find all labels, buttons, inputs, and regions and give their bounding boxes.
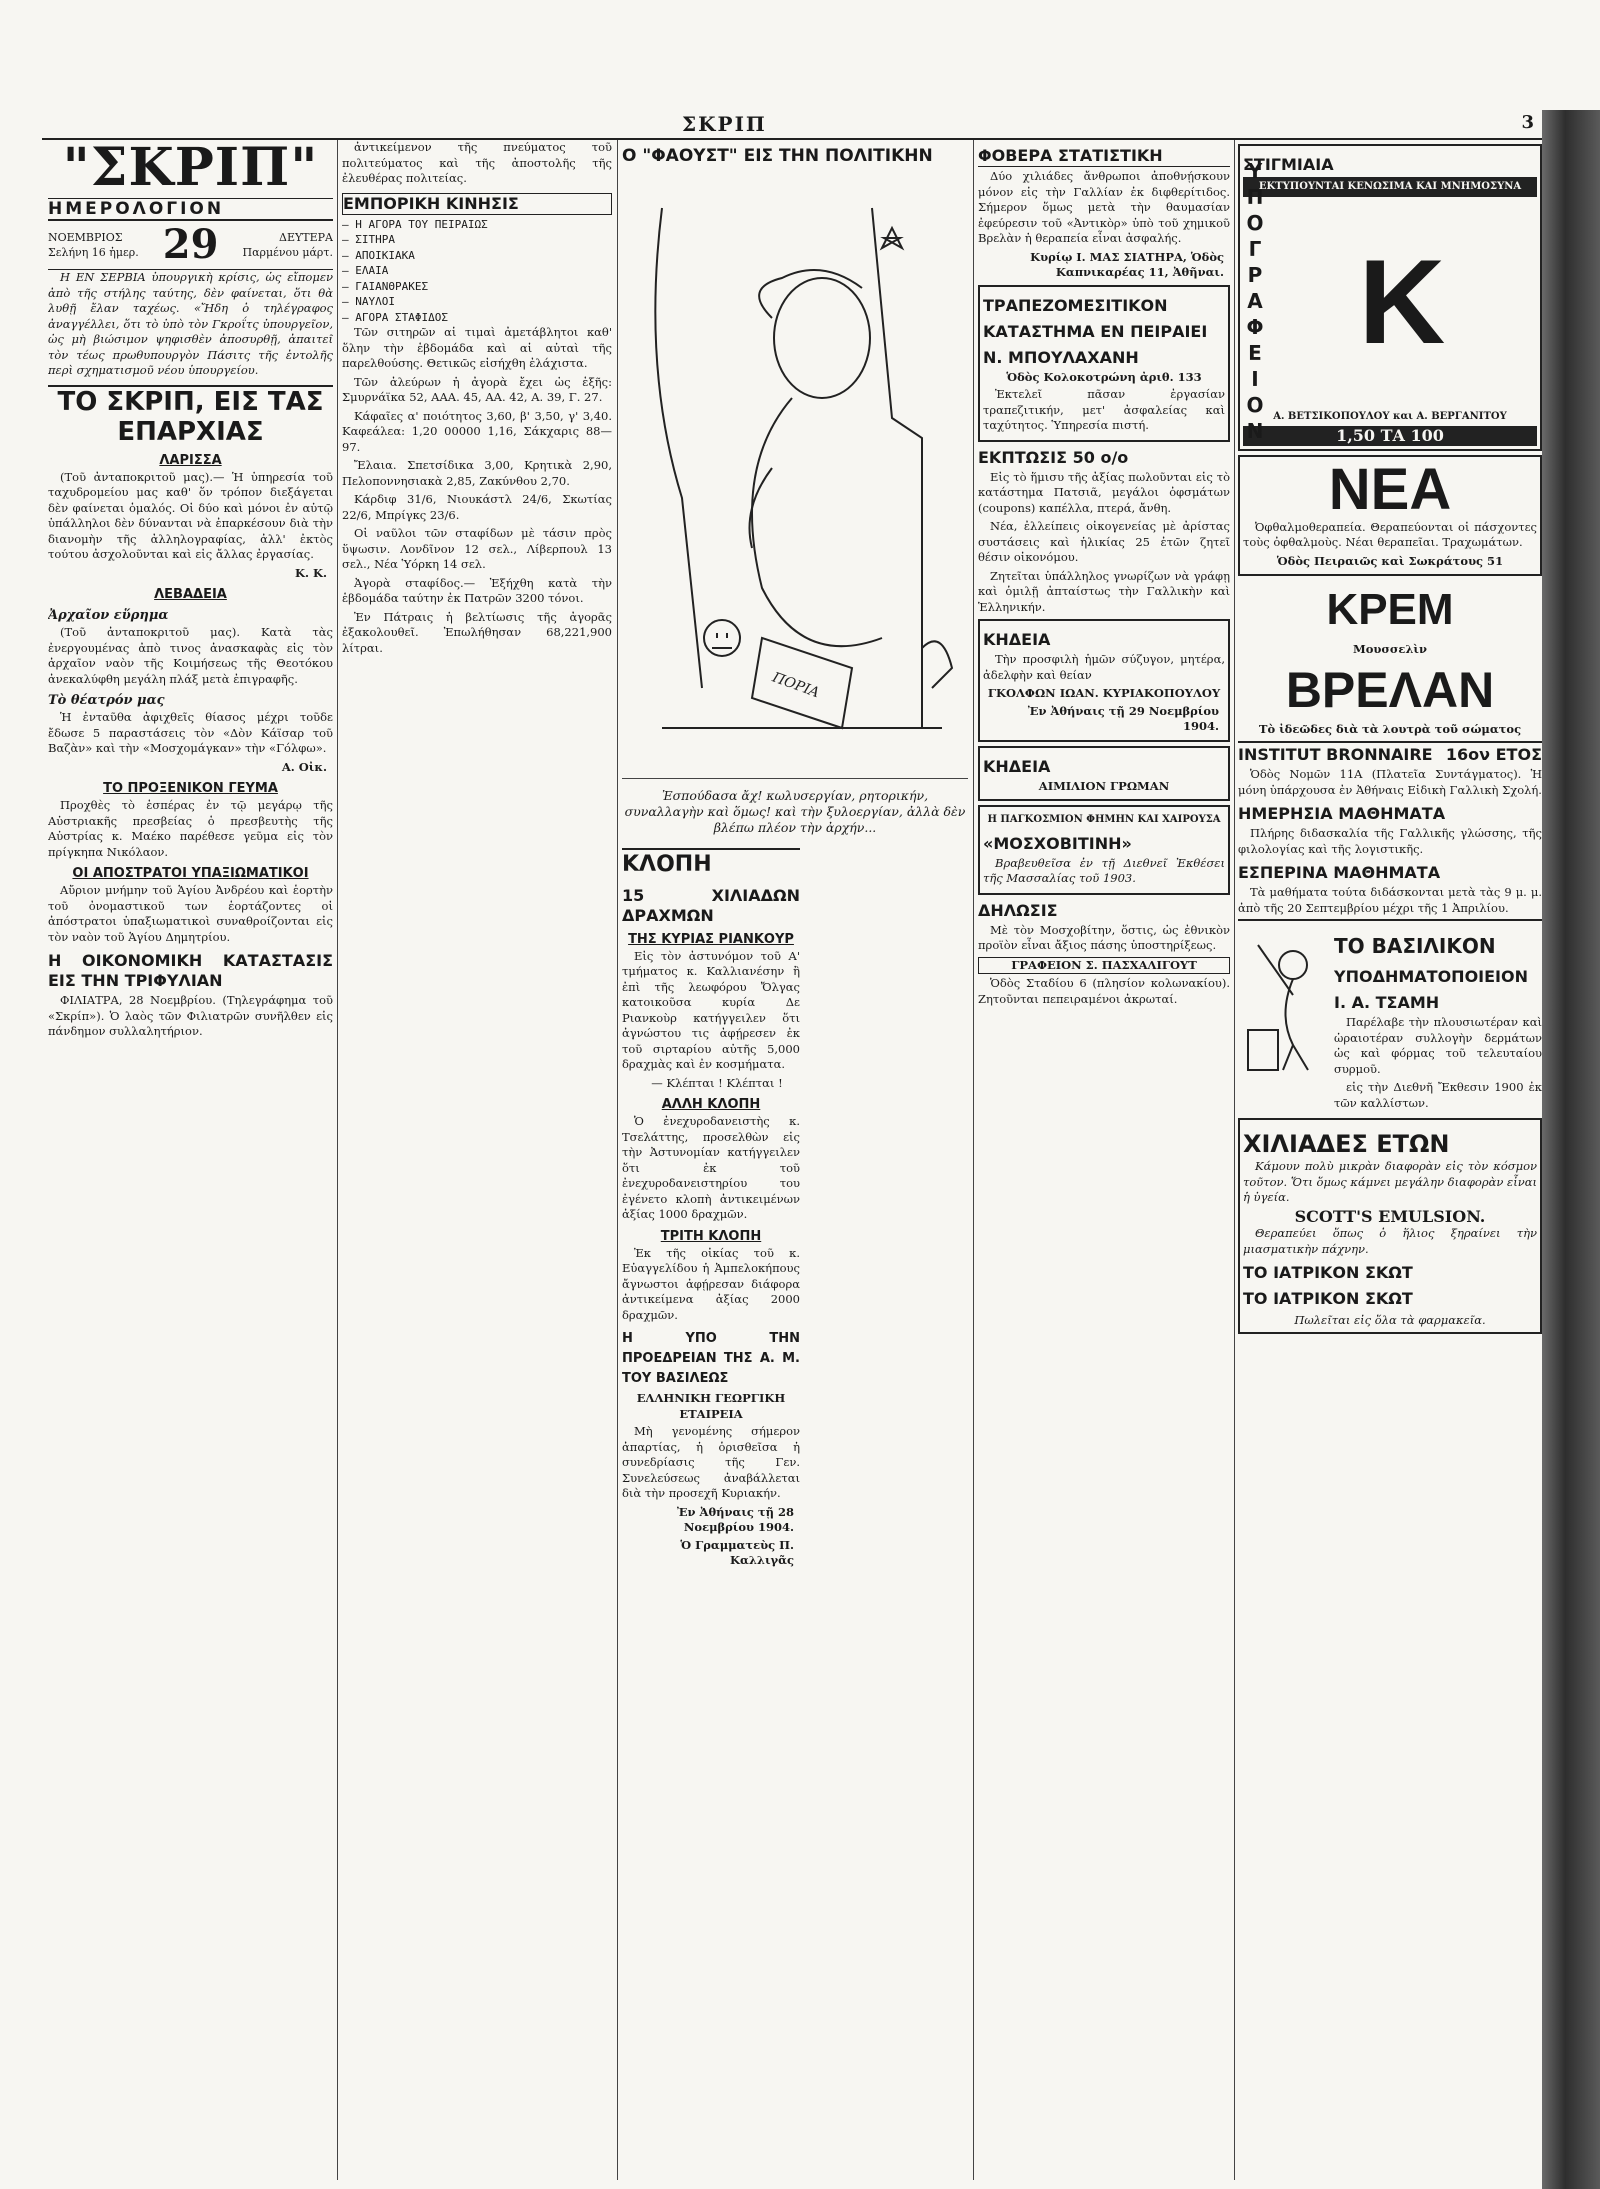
scott-product: ΤΟ ΙΑΤΡΙΚΟΝ ΣΚΩΤ: [1243, 1263, 1413, 1282]
wine-heading: Η ΠΑΓΚΟΣΜΙΟΝ ΦΗΜΗΝ ΚΑΙ ΧΑΙΡΟΥΣΑ: [987, 814, 1221, 825]
scott-name: SCOTT'S EMULSION.: [1294, 1206, 1486, 1226]
cartoon-caption: Ἐσπούδασα ἄχ! κωλυσεργίαν, ρητορικήν, συναλλαγὴν καὶ ὅμως! καὶ τὴν ξυλοεργίαν, ἀλλὰ δὲν βλέπω πλέον τὴν ἀρχήν...: [624, 787, 966, 835]
column-3: [622, 140, 968, 2180]
column-2: [342, 140, 612, 2180]
bank-address: Ὁδὸς Κολοκοτρώνη ἀριθ. 133: [1006, 369, 1202, 384]
stats-heading: ΦΟΒΕΡΑ ΣΤΑΤΙΣΤΙΚΗ: [978, 146, 1230, 167]
stigmiaia-vertical: ΥΠΟΓΡΑΦΕΙΟΝ: [1243, 158, 1267, 445]
continued-article: ἀντικείμενον τῆς πνεύματος τοῦ πολιτεύματος καὶ τῆς ἀποστολῆς τῆς ἐλευθέρας πολιτείας.: [342, 140, 612, 185]
levadia-heading: ΛΕΒΑΔΕΙΑ: [154, 587, 227, 602]
funeral-heading: ΚΗΔΕΙΑ: [983, 630, 1051, 649]
column-3-lower: [622, 842, 968, 1571]
wine-name: «ΜΟΣΧΟΒΙΤΙΝΗ»: [983, 833, 1132, 853]
dinner-heading: ΤΟ ΠΡΟΞΕΝΙΚΟΝ ΓΕΥΜΑ: [103, 781, 278, 796]
brelan-sub: Τὸ ἰδεῶδες διὰ τὰ λουτρὰ τοῦ σώματος: [1258, 721, 1522, 736]
scott-footer: Πωλεῖται εἰς ὅλα τὰ φαρμακεῖα.: [1294, 1313, 1486, 1327]
cartoon-title: Ο "ΦΑΟΥΣΤ" ΕΙΣ ΤΗΝ ΠΟΛΙΤΙΚΗΝ: [622, 146, 933, 166]
market-index: [342, 217, 612, 326]
bank-subheading: ΚΑΤΑΣΤΗΜΑ ΕΝ ΠΕΙΡΑΙΕΙ: [983, 321, 1208, 341]
discount-text: Εἰς τὸ ἥμισυ τῆς ἀξίας πωλοῦνται εἰς τὸ κατάστημα Πατσιᾶ, μεγάλοι ὀφσμάτων (coupons) καπέλλα, πτερά, ἄνθη.: [978, 469, 1230, 515]
theft-victim: ΤΗΣ ΚΥΡΙΑΣ ΡΙΑΝΚΟΥΡ: [628, 931, 794, 947]
moon: Σελήνη 16 ἡμερ.: [48, 246, 139, 259]
day-classes-heading: ΗΜΕΡΗΣΙΑ ΜΑΘΗΜΑΤΑ: [1238, 804, 1446, 823]
day-classes-text: Πλήρης διδασκαλία τῆς Γαλλικῆς γλώσσης, τῆς φιλολογίας καὶ τῆς λογιστικῆς.: [1238, 826, 1542, 856]
third-theft-heading: ΤΡΙΤΗ ΚΛΟΠΗ: [660, 1228, 762, 1244]
skull: [704, 620, 740, 656]
page-number: 3: [1521, 112, 1534, 133]
economy-article: ΦΙΛΙΑΤΡΑ, 28 Νοεμβρίου. (Τηλεγράφημα τοῦ «Σκρίπ»). Ὁ λαὸς τῶν Φιλιατρῶν συνῆλθεν εἰς πάνδημον συλλαλητήριον.: [48, 993, 333, 1038]
column-rule: [1234, 140, 1235, 2180]
shoe-text: Παρέλαβε τὴν πλουσιωτέραν καὶ ὡραιοτέραν συλλογὴν δερμάτων ὡς καὶ φόρμας τοῦ τελευταίου συρμοῦ.: [1334, 1015, 1542, 1076]
larissa-heading: ΛΑΡΙΣΣΑ: [159, 452, 222, 468]
skull-face: [712, 633, 732, 648]
theft-heading: ΚΛΟΠΗ: [622, 848, 800, 880]
list-item: — ΑΓΟΡΑ ΣΤΑΦΙΔΟΣ: [342, 310, 448, 324]
provinces-heading: ΤΟ ΣΚΡΙΠ, ΕΙΣ ΤΑΣ ΕΠΑΡΧΙΑΣ: [48, 385, 333, 447]
column-4: [978, 140, 1230, 2180]
shoe-award: εἰς τὴν Διεθνῆ Ἔκθεσιν 1900 ἐκ τῶν καλλίστων.: [1334, 1080, 1542, 1110]
bottle: [922, 641, 952, 688]
masthead: ΣΚΡΙΠ: [682, 112, 767, 136]
funeral-heading: ΚΗΔΕΙΑ: [983, 756, 1051, 776]
governess-ad: Νέα, ἐλλείπεις οἰκογενείας μὲ ἀρίστας συστάσεις καὶ ἡλικίας 25 ἐτῶν ζητεῖ θέσιν οἰκονόμου.: [978, 519, 1230, 564]
krem-word: ΚΡΕΜ: [1326, 585, 1454, 634]
office-heading: ΓΡΑΦΕΙΟΝ Σ. ΠΑΣΧΑΛΙΓΟΥΤ: [978, 957, 1230, 975]
month: ΝΟΕΜΒΡΙΟΣ: [48, 230, 123, 244]
freight-report: Οἱ ναῦλοι τῶν σταφίδων μὲ τάσιν πρὸς ὕψωσιν. Λονδῖνον 12 σελ., Λίβερπουλ 13 σελ., Νέα Ὑόρκη 14 σελ.: [342, 526, 612, 571]
shoe-subheading: ΥΠΟΔΗΜΑΤΟΠΟΙΕΙΟΝ: [1334, 967, 1528, 986]
institut-year: 16ον ΕΤΟΣ: [1445, 745, 1542, 764]
curtain-line: [655, 208, 702, 688]
scott-heading: ΧΙΛΙΑΔΕΣ ΕΤΩΝ: [1243, 1130, 1450, 1158]
column-5: [1238, 140, 1542, 2180]
society-notice: Μὴ γενομένης σήμερον ἀπαρτίας, ἡ ὁρισθεῖσα ἡ συνεδρίασις τῆς Γεν. Συνελεύσεως ἀναβάλλεται διὰ τὴν προσεχῆ Κυριακήν.: [622, 1424, 800, 1500]
stats-article: Δύο χιλιάδες ἄνθρωποι ἀποθνῄσκουν μόνον εἰς τὴν Γαλλίαν ἐκ διφθερίτιδος. Σήμερον ὅμως μετὰ τὴν θαυμασίαν ἐφεύρεσιν τοῦ «Ἀντικὸρ» ὑπὸ τοῦ χημικοῦ Βρελὰν ἡ θεραπεία εἶναι ἀσφαλής.: [978, 169, 1230, 245]
pentagram: [882, 228, 902, 248]
flour-report: Τῶν ἀλεύρων ἡ ἀγορὰ ἔχει ὡς ἑξῆς: Σμυρνάϊκα 52, ΑΑΑ. 45, ΑΑ. 42, Α. 39, Γ. 27.: [342, 374, 612, 404]
running-header: [42, 112, 1542, 140]
list-item: — ΕΛΑΙΑ: [342, 264, 389, 277]
calendar-heading: ΗΜΕΡΟΛΟΓΙΟΝ: [48, 198, 333, 221]
levadia-subheading: Ἀρχαῖον εὕρημα: [48, 608, 169, 623]
grain-report: Τῶν σιτηρῶν αἱ τιμαὶ ἀμετάβλητοι καθ' ὅλην τὴν ἑβδομάδα καὶ αἱ αὐταὶ τῆς παρελθούσης. Θετικῶς εἰσήχθη ἐλάχιστα.: [342, 325, 612, 370]
wine-text: Βραβευθεῖσα ἐν τῇ Διεθνεῖ Ἐκθέσει τῆς Μασσαλίας τοῦ 1903.: [983, 855, 1225, 885]
list-item: — ΑΠΟΙΚΙΑΚΑ: [342, 248, 415, 262]
funeral-date: Ἐν Ἀθήναις τῇ 29 Νοεμβρίου 1904.: [1027, 703, 1219, 733]
theft-subheading: 15 ΧΙΛΙΑΔΩΝ ΔΡΑΧΜΩΝ: [622, 885, 800, 925]
polish-pot: [1248, 1030, 1278, 1070]
stigmiaia-title: ΣΤΙΓΜΙΑΙΑ: [1243, 155, 1334, 174]
funeral-text: Τὴν προσφιλὴ ἡμῶν σύζυγον, μητέρα, ἀδελφὴν καὶ θείαν: [983, 652, 1225, 682]
office-text: Ὁδὸς Σταδίου 6 (πλησίον κολωνακίου). Ζητοῦνται πεπειραμένοι ἀκρωταί.: [978, 976, 1230, 1006]
crime-column: [622, 842, 800, 1571]
funeral-notice: [978, 619, 1230, 742]
funeral-name: ΑΙΜΙΛΙΟΝ ΓΡΩΜΑΝ: [1038, 778, 1170, 793]
oil-report: Ἔλαια. Σπετσίδικα 3,00, Κρητικὰ 2,90, Πελοποννησιακὰ 2,85, Ζακύνθου 2,70.: [342, 458, 612, 488]
bank-heading: ΤΡΑΠΕΖΟΜΕΣΙΤΙΚΟΝ: [983, 295, 1168, 315]
signature: Κ. Κ.: [294, 565, 327, 580]
coal-report: Κάρδιφ 31/6, Νιουκάστλ 24/6, Σκωτίας 22/6, Μπρίγκς 23/6.: [342, 492, 612, 522]
chair-line: [872, 208, 922, 728]
paper-title: "ΣΚΡΙΠ": [62, 140, 319, 198]
day-number: 29: [162, 221, 219, 268]
wine-advert: [978, 805, 1230, 895]
faust-cartoon: [622, 168, 968, 779]
cherub-head: [1279, 951, 1307, 979]
institut-address: Ὁδὸς Νομῶν 11Α (Πλατεῖα Συντάγματος). Ἡ μόνη ὑπάρχουσα ἐν Ἀθήναις Εἰδικὴ Γαλλικὴ Σχολή.: [1238, 767, 1542, 797]
other-theft-heading: ΑΛΛΗ ΚΛΟΠΗ: [661, 1097, 761, 1112]
shoe-text-block: [1334, 925, 1542, 1114]
shoe-owner: Ι. Α. ΤΣΑΜΗ: [1334, 993, 1440, 1012]
stigmiaia-subtitle: ΕΚΤΥΠΟΥΝΤΑΙ ΚΕΝΩΣΙΜΑ ΚΑΙ ΜΝΗΜΟΣΥΝΑ: [1243, 177, 1537, 197]
book-label: ΠΟΡΙΑ: [770, 669, 822, 702]
weekday: ΔΕΥΤΕΡΑ: [279, 230, 333, 244]
bank-text: Ἐκτελεῖ πᾶσαν ἐργασίαν τραπεζιτικήν, μετ' ἀσφαλείας καὶ ταχύτητος. Ὑπηρεσία πιστή.: [983, 387, 1225, 432]
big-k-letter: K: [1358, 234, 1446, 369]
society-signature: Ὁ Γραμματεὺς Π. Καλλιγᾶς: [680, 1537, 794, 1567]
soldiers-heading: ΟΙ ΑΠΟΣΤΡΑΤΟΙ ΥΠΑΞΙΩΜΑΤΙΚΟΙ: [72, 866, 309, 881]
stigmiaia-advert: [1238, 144, 1542, 451]
funeral-notice-2: [978, 746, 1230, 802]
list-item: — ΣΙΤΗΡΑ: [342, 233, 395, 246]
saint: Παρμένου μάρτ.: [242, 246, 333, 259]
bank-owner: Ν. ΜΠΟΥΛΑΧΑΝΗ: [983, 347, 1139, 367]
stigmiaia-price: 1,50 ΤΑ 100: [1243, 426, 1537, 446]
clerk-ad: Ζητεῖται ὑπάλληλος γνωρίζων νὰ γράφῃ καὶ ὁμιλῇ ἀπταίστως τὴν Γαλλικὴν καὶ Ἑλληνικήν.: [978, 568, 1230, 614]
column-1: [48, 140, 333, 2180]
other-theft-article: Ὁ ἐνεχυροδανειστὴς κ. Τσελάττης, προσελθὼν εἰς τὴν Ἀστυνομίαν κατήγγειλεν ὅτι ἐκ τοῦ ἐνεχυροδανειστηρίου του ἐγένετο κλοπὴ ἀντικειμένων ἀξίας 1000 δραχμῶν.: [622, 1114, 800, 1221]
nea-word: ΝΕΑ: [1328, 456, 1452, 522]
scott-text: Κάμουν πολὺ μικρὰν διαφορὰν εἰς τὸν κόσμον τοῦτον. Ὅτι ὅμως κάμνει μεγάλην διαφορὰν εἶναι ἡ ὑγεία.: [1243, 1159, 1537, 1204]
shoe-advert: [1238, 919, 1542, 1114]
eye-clinic-address: Ὁδὸς Πειραιῶς καὶ Σωκράτους 51: [1276, 553, 1504, 568]
notice-heading: ΔΗΛΩΣΙΣ: [978, 900, 1058, 920]
raisin-report: Ἀγορὰ σταφίδος.— Ἐξήχθη κατὰ τὴν ἑβδομάδα ταύτην ἐκ Πατρῶν 3200 τόνοι.: [342, 575, 612, 605]
eye-clinic-text: Ὀφθαλμοθεραπεία. Θεραπεύονται οἱ πάσχοντες τοὺς ὀφθαλμοὺς. Νέαι θεραπεῖαι. Τραχωμάτων.: [1243, 519, 1537, 549]
institut-header: [1238, 741, 1542, 767]
theatre-heading: Τὸ θέατρόν μας: [48, 693, 165, 708]
theatre-article: Ἡ ἐνταῦθα ἀφιχθεῖς θίασος μέχρι τοῦδε ἔδωσε 5 παραστάσεις τὸν «Δὸν Κάϊσαρ τοῦ Βαζὰν» καὶ τὴν «Μοσχομάγκαν» τὴν «Γόλφω».: [48, 710, 333, 755]
brelan-word: ΒΡΕΛΑΝ: [1285, 661, 1495, 718]
column-rule: [617, 140, 618, 2180]
stigmiaia-firm: Α. ΒΕΤΣΙΚΟΠΟΥΛΟΥ και Α. ΒΕΡΓΑΝΙΤΟΥ: [1273, 410, 1507, 422]
cherub-body: [1283, 979, 1308, 1070]
larissa-article: (Τοῦ ἀνταποκριτοῦ μας).— Ἡ ὑπηρεσία τοῦ ταχυδρομείου μας καθ' ὅν τρόπον διεξάγεται δὲν φαίνεται ὁμαλός. Οἱ δύο καὶ μόνοι ἐν αὐτῷ ὑπάλληλοι δὲν δύνανται νὰ ἐπαρκέσουν διὰ τὴν διανομὴν τῆς ἀλληλογραφίας, ἀλλ' ἐκτὸς τούτου ἀσχολοῦνται καὶ εἰς ἄλλας ἐργασίας.: [48, 469, 333, 561]
theft-article: Εἰς τὸν ἀστυνόμον τοῦ Α' τμήματος κ. Καλλιανέσην ἢ ἐπὶ τῆς λεωφόρου Ὄλγας κατοικοῦσα κυρία Δε Ριανκοὺρ κατήγγειλεν ὅτι ἀγνώστου τις ἀφῄρεσεν ἐκ τοῦ σιρταρίου αὐτῆς 5,000 δραχμὰς καὶ ἐν κοσμήματα.: [622, 948, 800, 1071]
list-item: — ΝΑΥΛΟΙ: [342, 295, 395, 308]
society-subheading: ΕΛΛΗΝΙΚΗ ΓΕΩΡΓΙΚΗ ΕΤΑΙΡΕΙΑ: [636, 1391, 786, 1421]
levadia-article: (Τοῦ ἀνταποκριτοῦ μας). Κατὰ τὰς ἐνεργουμένας ἀπὸ τινος ἀνασκαφὰς εἰς τὸν ἀρχαῖον ναὸν τῆς Κοιμήσεως τῆς Θεοτόκου ἀνεκαλύφθη μεγάλη πλάξ μετὰ ἐπιγραφῆς.: [48, 625, 333, 686]
soldiers-article: Αὔριον μνήμην τοῦ Ἁγίου Ἀνδρέου καὶ ἑορτὴν τοῦ ὀνομαστικοῦ των ἑορτάζοντες οἱ ἀπόστρατοι ὑπαξιωματικοὶ συναθροίζονται εἰς τὸν ναὸν τοῦ Ἁγίου Δημητρίου.: [48, 883, 333, 944]
column-rule: [337, 140, 338, 2180]
society-heading: Η ΥΠΟ ΤΗΝ ΠΡΟΕΔΡΕΙΑΝ ΤΗΣ Α. Μ. ΤΟΥ ΒΑΣΙΛΕΩΣ: [622, 1331, 800, 1386]
society-date: Ἐν Ἀθήναις τῇ 28 Νοεμβρίου 1904.: [677, 1504, 794, 1534]
serbia-article: Η ΕΝ ΣΕΡΒΙΑ ὑπουργικὴ κρίσις, ὡς εἴπομεν ἀπὸ τῆς στήλης ταύτης, δὲν φαίνεται, ὅτι θὰ λυθῇ ἔλαν ταχέως. «Ἤδη ὁ τηλέγραφος ἀναγγέλλει, ὅτι τὸ ὑπὸ τὸν Γκροΐτς ὑπουργεῖον, ὡς μὴ βιώσιμον ψηφισθὲν ἀποσυρθῇ, ἀπαιτεῖ τὸν τέως πρωθυπουργὸν Πάσιτς τῆς ἐντολῆς περὶ σχηματισμοῦ νέου ὑπουργείου.: [48, 270, 333, 377]
patras-report: Ἐν Πάτραις ἡ βελτίωσις τῆς ἀγορᾶς ἐξακολουθεῖ. Ἐπωλήθησαν 68,221,900 λίτραι.: [342, 609, 612, 655]
funeral-name: ΓΚΟΛΦΩΝ ΙΩΑΝ. ΚΥΡΙΑΚΟΠΟΥΛΟΥ: [987, 686, 1221, 700]
bank-advert: [978, 285, 1230, 442]
scott-advert: [1238, 1118, 1542, 1334]
scanned-edge: [1542, 110, 1600, 2189]
theft-shout: — Κλέπται ! Κλέπται !: [651, 1075, 783, 1090]
list-item: — Η ΑΓΟΡΑ ΤΟΥ ΠΕΙΡΑΙΩΣ: [342, 217, 488, 231]
scott-product-2: ΤΟ ΙΑΤΡΙΚΟΝ ΣΚΩΤ: [1243, 1289, 1413, 1308]
colonial-report: Κάφαῖες α' ποιότητος 3,60, β' 3,50, γ' 3,40. Καφεάλεα: 1,20 00000 1,16, Σάκχαρις 88—97.: [342, 408, 612, 454]
list-item: — ΓΑΙΑΝΘΡΑΚΕΣ: [342, 279, 429, 293]
notice-text: Μὲ τὸν Μοσχοβίτην, ὅστις, ὡς ἐθνικὸν προϊὸν εἶναι ἄξιος πάσης ὑποστηρίξεως.: [978, 922, 1230, 952]
shoe-heading: ΤΟ ΒΑΣΙΛΙΚΟΝ: [1334, 934, 1496, 958]
figure-body: [752, 398, 882, 646]
discount-heading: ΕΚΠΤΩΣΙΣ 50 ο/ο: [978, 447, 1129, 467]
column-rule: [973, 140, 974, 2180]
figure-head: [774, 278, 870, 398]
krem-sub: Μουσσελὶν: [1353, 642, 1427, 656]
figure-cap: [759, 270, 862, 318]
dinner-article: Προχθὲς τὸ ἑσπέρας ἐν τῷ μεγάρῳ τῆς Αὐστριακῆς πρεσβείας ὁ πρεσβευτὴς τῆς Αὐστρίας κ. Μαέκο παρέθεσε γεῦμα εἰς τὸν πρίγκηπα Νικόλαον.: [48, 798, 333, 859]
eye-clinic-advert: [1238, 455, 1542, 577]
cherub-illustration: [1238, 925, 1328, 1075]
institut-name: INSTITUT BRONNAIRE: [1238, 745, 1433, 764]
scott-text-2: Θεραπεύει ὅπως ὁ ἥλιος ξηραίνει τὴν μιασματικὴν πάχνην.: [1243, 1226, 1537, 1256]
third-theft-article: Ἐκ τῆς οἰκίας τοῦ κ. Εὐαγγελίδου ἡ Ἀμπελοκήπους ἄγνωστοι ἀφῄρεσαν διάφορα ἀντικείμενα ἀξίας 2000 δραχμῶν.: [622, 1245, 800, 1322]
economy-heading: Η ΟΙΚΟΝΟΜΙΚΗ ΚΑΤΑΣΤΑΣΙΣ ΕΙΣ ΤΗΝ ΤΡΙΦΥΛΙΑΝ: [48, 951, 333, 990]
stats-signature: Κυρίῳ Ι. ΜΑΣ ΣΙΑΤΗΡΑ, Ὁδὸς Καπνικαρέας 11, Ἀθῆναι.: [1030, 249, 1224, 279]
market-heading: ΕΜΠΟΡΙΚΗ ΚΙΝΗΣΙΣ: [342, 193, 612, 215]
signature: Α. Οἰκ.: [281, 759, 327, 774]
evening-classes-heading: ΕΣΠΕΡΙΝΑ ΜΑΘΗΜΑΤΑ: [1238, 863, 1441, 882]
evening-classes-text: Τὰ μαθήματα τούτα διδάσκονται μετὰ τὰς 9 μ. μ. ἀπὸ τῆς 20 Σεπτεμβρίου μέχρι τῆς 1 Ἀπριλίου.: [1238, 885, 1542, 915]
date-box: [48, 223, 333, 270]
